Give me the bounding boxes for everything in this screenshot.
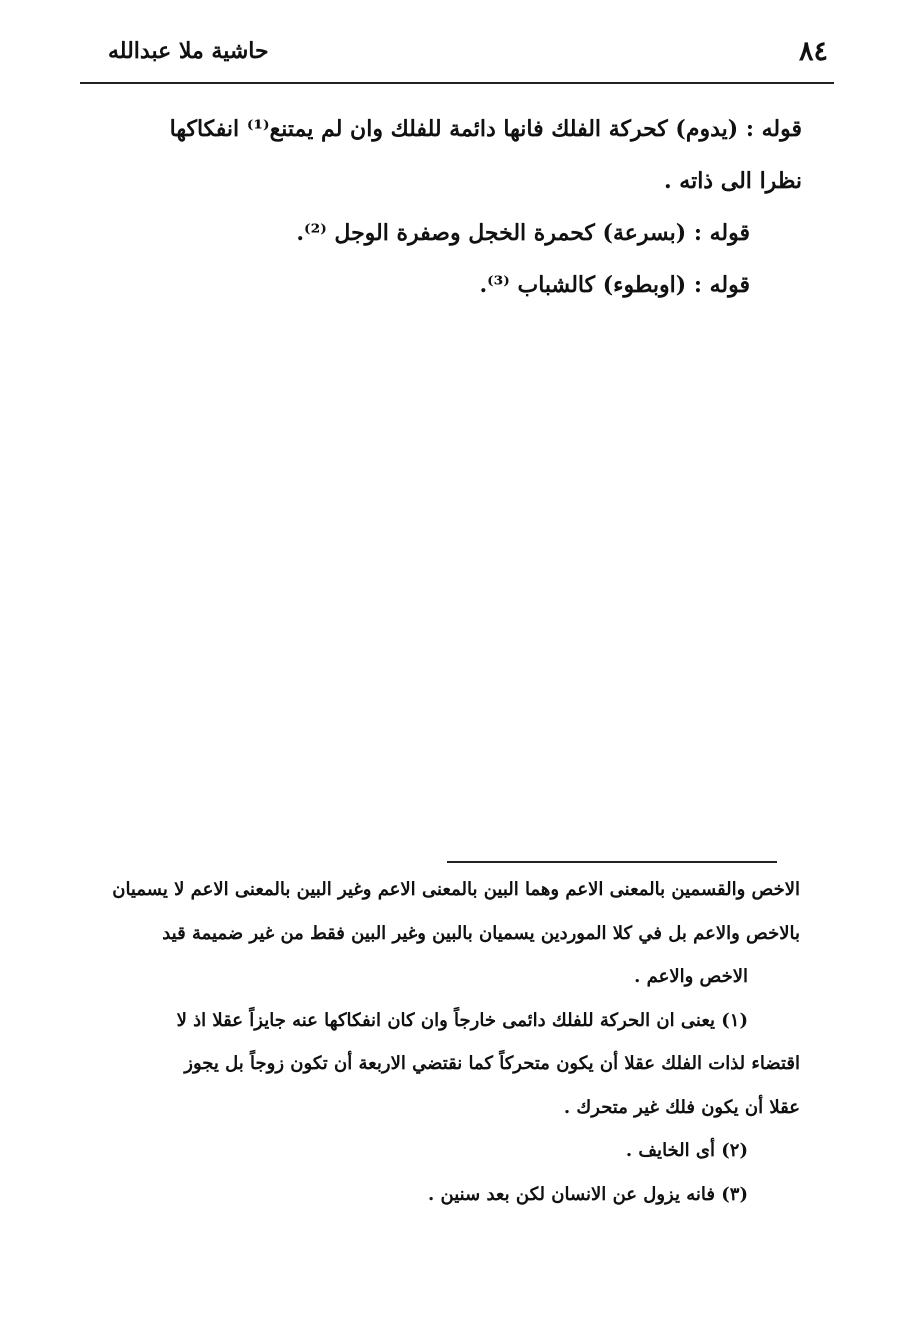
footnote-1-line: عقلا أن يكون فلك غير متحرك . [563,1096,800,1118]
footnotes [90,868,800,1216]
main-line [102,259,802,311]
line-text: (يدوم) كحركة الفلك فانها دائمة للفلك وان لم يمتنع⁽¹⁾ انفكاكها [169,116,746,142]
footnote-separator [447,861,777,863]
page-header [80,30,834,84]
line-text: (اوبطوء) كالشباب ⁽³⁾. [479,272,694,298]
main-line [102,155,802,207]
line-lead: قوله : [693,272,750,298]
footnote-1-line: اقتضاء لذات الفلك عقلا أن يكون متحركاً كما نقتضي الاربعة أن تكون زوجاً بل يجوز [184,1053,800,1074]
main-line [102,207,802,259]
line-text: نظرا الى ذاته . [663,168,802,194]
page-number: ٨٤ [798,36,828,67]
footnote-3: (٣) فانه يزول عن الانسان لكن بعد سنين . [428,1183,748,1205]
line-lead: قوله : [745,116,802,142]
main-line [102,103,802,155]
footnote-line: الاخص والقسمين بالمعنى الاعم وهما البين بالمعنى الاعم وغير البين بالمعنى الاعم لا يسميان [112,879,800,900]
main-text [102,103,802,311]
footnote-line: بالاخص والاعم بل في كلا الموردين يسميان بالبين وغير البين فقط من غير ضميمة قيد [162,922,800,944]
footnote-1-line: (١) يعنى ان الحركة للفلك دائمى خارجاً وان كان انفكاكها عنه جايزاً عقلا اذ لا [176,1009,748,1031]
running-title: حاشية ملا عبدالله [108,38,269,64]
line-lead: قوله : [693,220,750,246]
footnote-line: الاخص والاعم . [634,966,748,987]
footnote-2: (٢) أى الخايف . [625,1140,748,1161]
line-text: (بسرعة) كحمرة الخجل وصفرة الوجل ⁽²⁾. [296,220,694,246]
